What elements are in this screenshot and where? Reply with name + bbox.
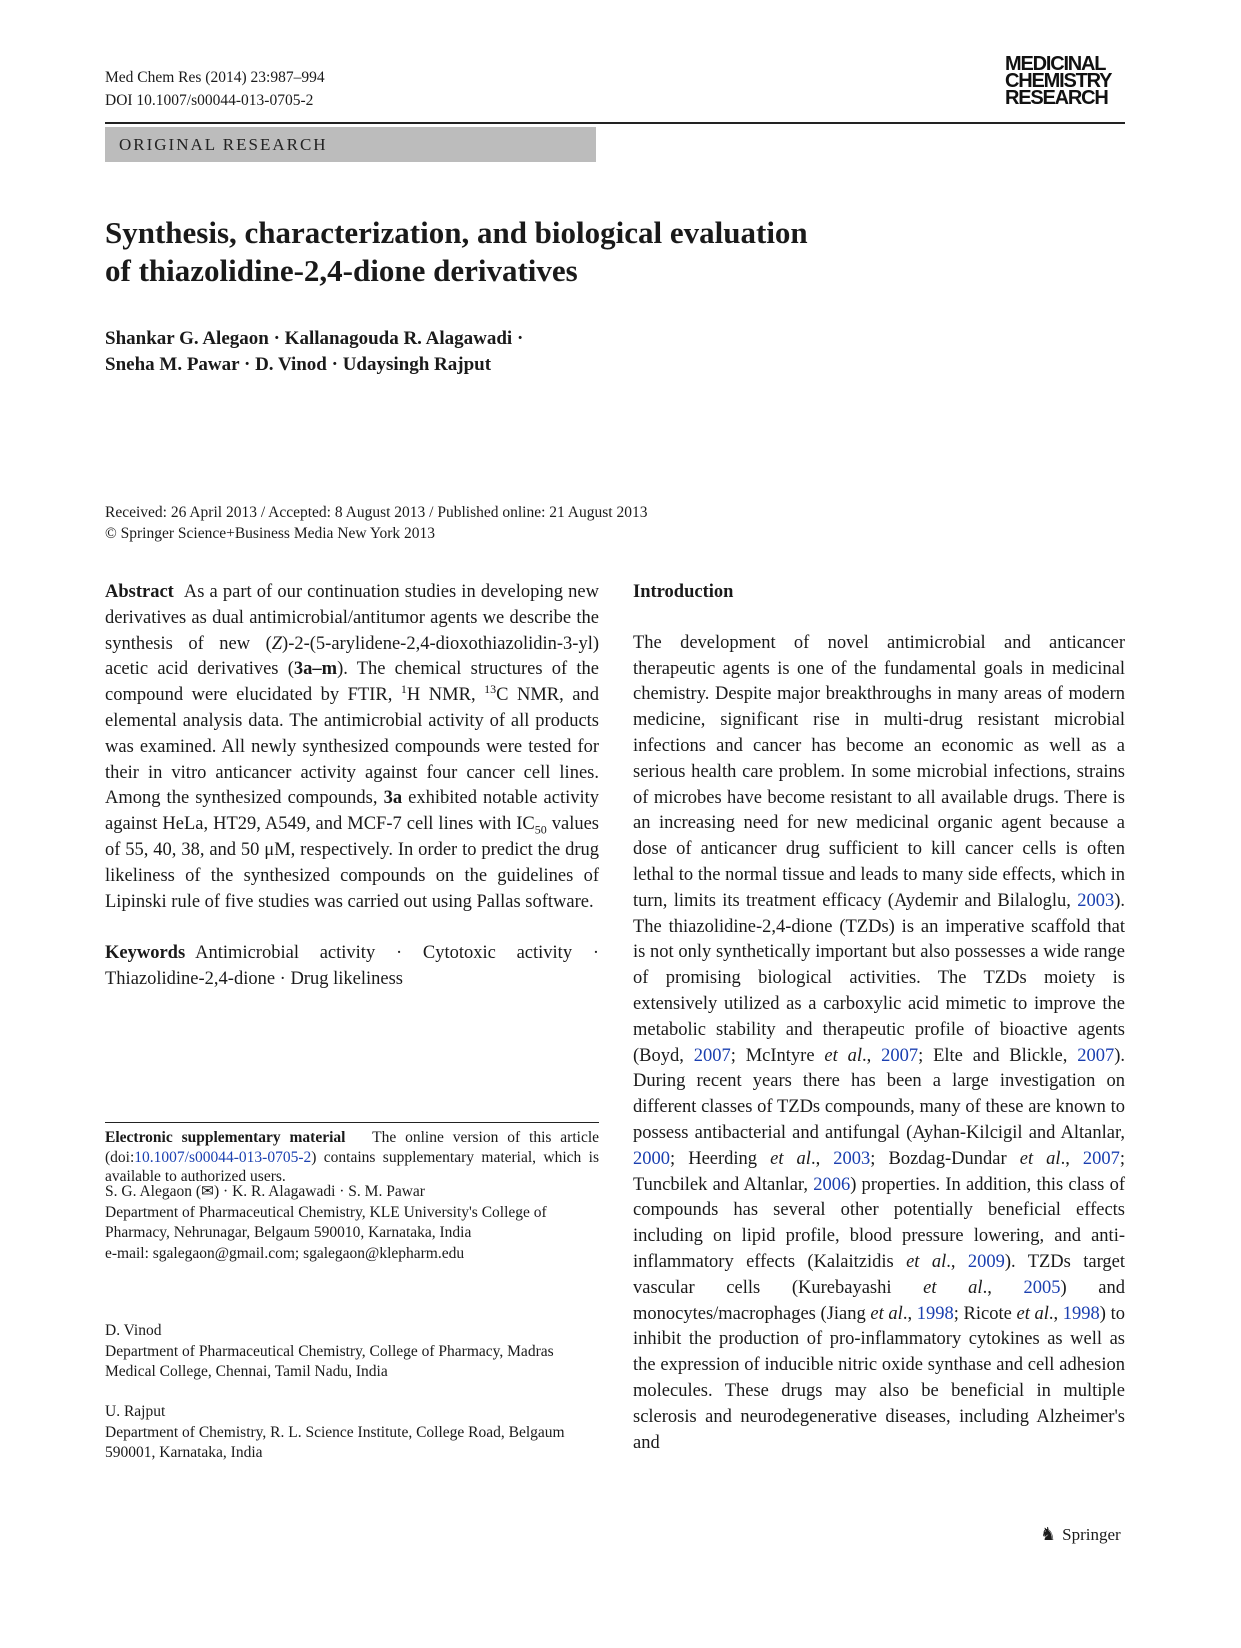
author-email: e-mail: sgalegaon@gmail.com; sgalegaon@klepharm.edu: [105, 1244, 465, 1262]
abstract: Abstract As a part of our continuation studies in developing new derivatives as dual antimicrobial/antitumor agents we describe the synthesis of new (Z)-2-(5-arylidene-2,4-dioxothiazolidin-3-yl) acetic acid derivatives (3a–m). The chemical structures of the compound were elucidated by FTIR, $^1$H NMR, $^{13}$C NMR, and elemental analysis data. The antimicrobial activity of all products was examined. All newly synthesized compounds were tested for their in vitro anticancer activity against four cancer cell lines. Among the synthesized compounds, 3a exhibited notable activity against HeLa, HT29, A549, and MCF-7 cell lines with $IC_{50}$ values of 55, 40, 38, and 50 μM, respectively. In order to predict the drug likeliness of the synthesized compounds on the guidelines of Lipinski rule of five studies was carried out using Pallas software.: [105, 582, 599, 912]
affiliation-1: S. G. Alegaon (✉) · K. R. Alagawadi · S. M. Pawar Department of Pharmaceutical Chemistry, KLE University's College of Pharmacy, Nehrunagar, Belgaum 590010, Karnataka, India e-mail: sgalegaon@gmail.com; sgalegaon@klepharm.edu: [105, 1182, 599, 1264]
journal-reference: [105, 66, 325, 112]
springer-horse-icon: ♞: [1040, 1524, 1057, 1544]
journal-citation: Med Chem Res (2014) 23:987–994: [105, 69, 325, 86]
journal-logo: MEDICINAL CHEMISTRY RESEARCH: [1005, 53, 1112, 109]
doi-link[interactable]: 10.1007/s00044-013-0705-2: [134, 1148, 312, 1166]
introduction-column: [633, 580, 1125, 1456]
introduction-text: The development of novel antimicrobial and anticancer therapeutic agents is one of the fundamental goals in medicinal chemistry. Despite major breakthroughs in many areas of modern medicine, significant rise in multi-drug resistant microbial infections and cancer has become an economic as well as a serious health care problem. In some microbial infections, strains of microbes have become resistant to all available drugs. There is an increasing need for new medicinal organic agent because a dose of anticancer drug sufficient to kill cancer cells is often lethal to the normal tissue and leads to many side effects, which in turn, limits its treatment efficacy (Aydemir and Bilaloglu, 2003). The thiazolidine-2,4-dione (TZDs) is an imperative scaffold that is not only synthetically important but also possesses a wide range of promising biological activities. The TZDs moiety is extensively utilized as a carboxylic acid mimetic to improve the metabolic stability and therapeutic profile of bioactive agents (Boyd, 2007; McIntyre et al., 2007; Elte and Blickle, 2007). During recent years there has been a large investigation on different classes of TZDs compounds, many of these are known to possess antibacterial and antifungal (Ayhan-Kilcigil and Altanlar, 2000; Heerding et al., 2003; Bozdag-Dundar et al., 2007; Tuncbilek and Altanlar, 2006) properties. In addition, this class of compounds has several other potentially beneficial effects including on lipid profile, blood pressure lowering, and anti-inflammatory effects (Kalaitzidis et al., 2009). TZDs target vascular cells (Kurebayashi et al., 2005) and monocytes/macrophages (Jiang et al., 1998; Ricote et al., 1998) to inhibit the production of pro-inflammatory cytokines as well as the expression of inducible nitric oxide synthase and cell adhesion molecules. These drugs may also be beneficial in multiple sclerosis and neurodegenerative diseases, including Alzheimer's and: [633, 632, 1126, 1453]
section-label: ORIGINAL RESEARCH: [105, 127, 596, 162]
abstract-column: [105, 580, 599, 993]
publisher-name: Springer: [1062, 1525, 1121, 1544]
article-title: Synthesis, characterization, and biological evaluation of thiazolidine-2,4-dione derivatives: [105, 215, 808, 288]
publisher-footer: [1040, 1524, 1121, 1545]
header-rule: [105, 122, 1125, 124]
affiliation-3: U. Rajput Department of Chemistry, R. L. Science Institute, College Road, Belgaum 590001, Karnataka, India: [105, 1403, 565, 1461]
keywords: Keywords Antimicrobial activity · Cytotoxic activity · Thiazolidine-2,4-dione · Drug likeliness: [105, 943, 599, 990]
doi-line: DOI 10.1007/s00044-013-0705-2: [105, 92, 314, 109]
keywords-label: Keywords: [105, 943, 186, 964]
abstract-label: Abstract: [105, 582, 174, 602]
author-list: Shankar G. Alegaon · Kallanagouda R. Alagawadi · Sneha M. Pawar · D. Vinod · Udaysingh Rajput: [105, 328, 524, 375]
article-dates: Received: 26 April 2013 / Accepted: 8 August 2013 / Published online: 21 August 2013 © Springer Science+Business Media New York 2013: [105, 504, 648, 542]
supplementary-material-note: Electronic supplementary material The online version of this article (doi:10.1007/s00044-013-0705-2) contains supplementary material, which is available to authorized users.: [105, 1129, 600, 1185]
introduction-heading: Introduction: [633, 582, 734, 602]
footnote-rule: [105, 1122, 599, 1123]
affiliation-2: D. Vinod Department of Pharmaceutical Chemistry, College of Pharmacy, Madras Medical College, Chennai, Tamil Nadu, India: [105, 1322, 554, 1380]
